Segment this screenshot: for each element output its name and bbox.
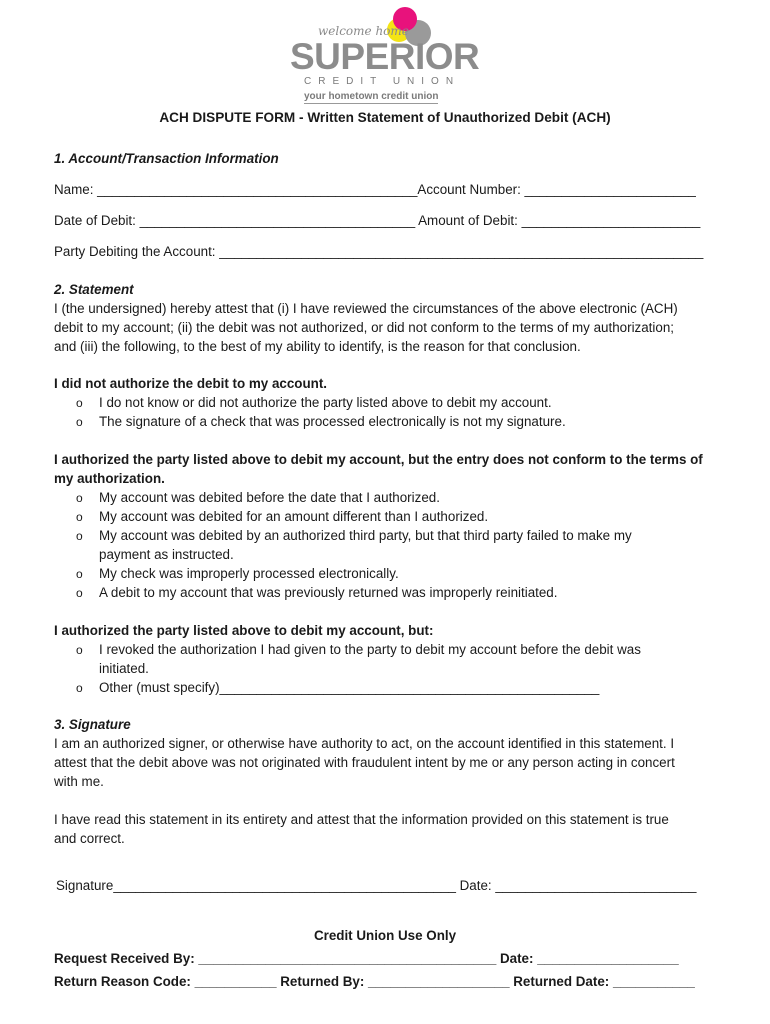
- option-debited-before-date: My account was debited before the date that I authorized.: [99, 490, 440, 505]
- logo-brand-text: SUPERIOR: [290, 36, 480, 77]
- group2-heading: I authorized the party listed above to debit my account, but the entry does not conform to the terms of: [54, 452, 703, 467]
- credit-union-logo: [290, 6, 480, 102]
- section3-heading: 3. Signature: [54, 717, 131, 732]
- request-received-field[interactable]: Request Received By: ________________________________________ Date: ___________________: [54, 951, 679, 966]
- option-bullet[interactable]: o: [76, 643, 83, 657]
- signature-date-field[interactable]: Signature______________________________________________ Date: ___________________________: [56, 878, 697, 893]
- option-revoked-authorization: I revoked the authorization I had given to the party to debit my account before the debit was: [99, 642, 641, 657]
- signer-statement-line: I am an authorized signer, or otherwise have authority to act, on the account identified in this statement. I: [54, 736, 675, 751]
- option-bullet[interactable]: o: [76, 415, 83, 429]
- option-other-specify[interactable]: Other (must specify)___________________________________________________: [99, 680, 600, 695]
- logo-tagline: your hometown credit union: [304, 91, 439, 102]
- option-reinitiated-debit: A debit to my account that was previously returned was improperly reinitiated.: [99, 585, 558, 600]
- group3-heading: I authorized the party listed above to debit my account, but:: [54, 623, 434, 638]
- option-third-party-failed: My account was debited by an authorized third party, but that third party failed to make my: [99, 528, 632, 543]
- signer-statement-line: attest that the debit above was not originated with fraudulent intent by me or any person acting in concert: [54, 755, 675, 770]
- signer-statement-line: with me.: [54, 774, 104, 789]
- group2-heading-cont: my authorization.: [54, 471, 165, 486]
- option-bullet[interactable]: o: [76, 529, 83, 543]
- form-title: ACH DISPUTE FORM - Written Statement of Unauthorized Debit (ACH): [159, 110, 611, 125]
- name-account-number-field[interactable]: Name: ___________________________________________Account Number: _______________________: [54, 182, 696, 197]
- option-third-party-failed-cont: payment as instructed.: [99, 547, 234, 562]
- option-bullet[interactable]: o: [76, 681, 83, 695]
- option-different-amount: My account was debited for an amount different than I authorized.: [99, 509, 489, 524]
- section1-heading: 1. Account/Transaction Information: [54, 151, 279, 166]
- logo-sub-text: CREDIT UNION: [304, 76, 461, 87]
- option-bullet[interactable]: o: [76, 567, 83, 581]
- option-bullet[interactable]: o: [76, 396, 83, 410]
- statement-line: and (iii) the following, to the best of my ability to identify, is the reason for that conclusion.: [54, 339, 581, 354]
- option-check-processed-electronically: My check was improperly processed electronically.: [99, 566, 399, 581]
- section2-heading: 2. Statement: [54, 282, 134, 297]
- statement-line: debit to my account; (ii) the debit was not authorized, or did not conform to the terms of my authorization;: [54, 320, 674, 335]
- option-signature-not-mine: The signature of a check that was processed electronically is not my signature.: [99, 414, 566, 429]
- party-debiting-field[interactable]: Party Debiting the Account: _________________________________________________________________: [54, 244, 704, 259]
- group1-heading: I did not authorize the debit to my account.: [54, 376, 328, 391]
- option-bullet[interactable]: o: [76, 510, 83, 524]
- option-bullet[interactable]: o: [76, 586, 83, 600]
- attest-statement-line: I have read this statement in its entirety and attest that the information provided on this statement is true: [54, 812, 669, 827]
- option-not-authorize-party: I do not know or did not authorize the party listed above to debit my account.: [99, 395, 552, 410]
- date-amount-field[interactable]: Date of Debit: _____________________________________ Amount of Debit: ________________________: [54, 213, 701, 228]
- option-bullet[interactable]: o: [76, 491, 83, 505]
- statement-line: I (the undersigned) hereby attest that (i) I have reviewed the circumstances of the above electronic (ACH): [54, 301, 678, 316]
- attest-statement-line: and correct.: [54, 831, 125, 846]
- logo-welcome-text: welcome home: [318, 24, 409, 38]
- cu-use-heading: Credit Union Use Only: [313, 928, 457, 943]
- return-reason-field[interactable]: Return Reason Code: ___________ Returned By: ___________________ Returned Date: ___________: [54, 974, 695, 989]
- option-revoked-authorization-cont: initiated.: [99, 661, 149, 676]
